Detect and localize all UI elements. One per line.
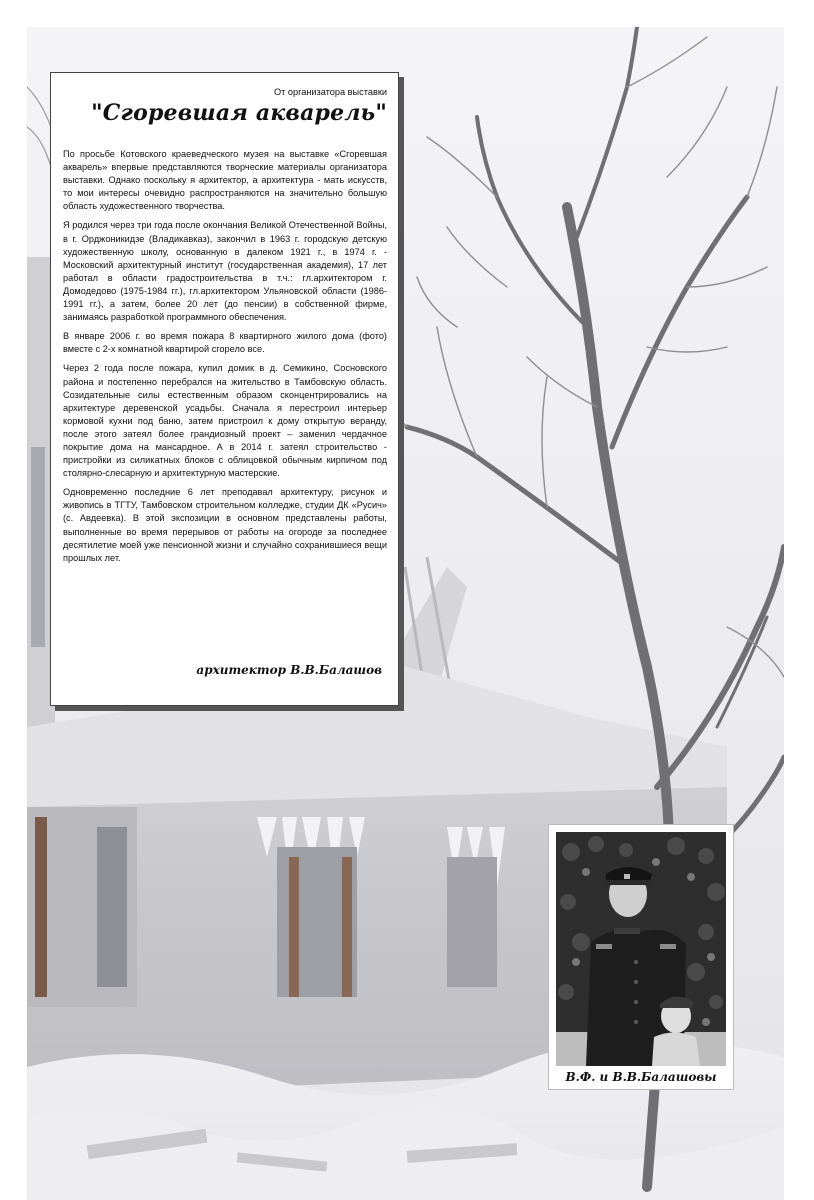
paragraph-5: Одновременно последние 6 лет преподавал архитектуру, рисунок и живопись в ТГТУ, Тамбовском строительном колледже, студии ДК «Русич» (с. Авдеевка). В этой экспозиции в основном представлены работы, выполненные во время перерывов от работы на огороде за последнее десятилетие моей уже пенсионной жизни и случайно сохранившиеся вещи прошлых лет. [63, 487, 387, 563]
inset-caption: В.Ф. и В.В.Балашовы [565, 1070, 717, 1084]
inset-photo-frame [548, 824, 734, 1090]
pre-title: От организатора выставки [273, 87, 387, 97]
paragraph-3: В январе 2006 г. во время пожара 8 квартирного жилого дома (фото) вместе с 2-х комнатной квартирой сгорело все. [63, 331, 387, 355]
paragraph-1: По просьбе Котовского краеведческого музея на выставке «Сгоревшая акварель» впервые представляются творческие материалы организатора выставки. Однако поскольку я архитектор, а архитектура - мать искусств, то мои интересы очевидно распространяются на значительно большую область художественного творчества. [63, 149, 387, 212]
intro-text-panel [50, 72, 399, 706]
paragraph-2: Я родился через три года после окончания Великой Отечественной Войны, в г. Орджоникидзе (Владикавказ), закончил в 1963 г. городскую детскую художественную школу, основанную в далеком 1921 г., в 1974 г. - Московский архитектурный институт (государственная академия), 17 лет работал в области градостроительства в т.ч.: гл.архитектором г. Домодедово (1975-1984 гг.), гл.архитектором Ульяновской области (1986-1991 гг.), а затем, более 20 лет (до пенсии) в собственной фирме, занимаясь разработкой программного обеспечения. [63, 220, 387, 323]
father-son-photo [556, 832, 726, 1066]
author-signature: архитектор В.В.Балашов [196, 663, 382, 677]
exhibition-title: "Сгоревшая акварель" [91, 100, 387, 126]
paragraph-4: Через 2 года после пожара, купил домик в д. Семикино, Сосновского района и постепенно перебрался на жительство в Тамбовскую область. Созидательные силы естественным образом сконцентрировались на архитектуре деревенской усадьбы. Сначала я перестроил интерьер кормовой кухни под баню, затем пристроил к дому открытую веранду, после этого затеял более грандиозный проект – заменил чердачное покрытие дома на мансардное. А в 2014 г. затеял строительство - пристройки из силикатных блоков с облицовкой обычным кирпичом под столярно-слесарную и архитектурную мастерские. [63, 363, 387, 479]
